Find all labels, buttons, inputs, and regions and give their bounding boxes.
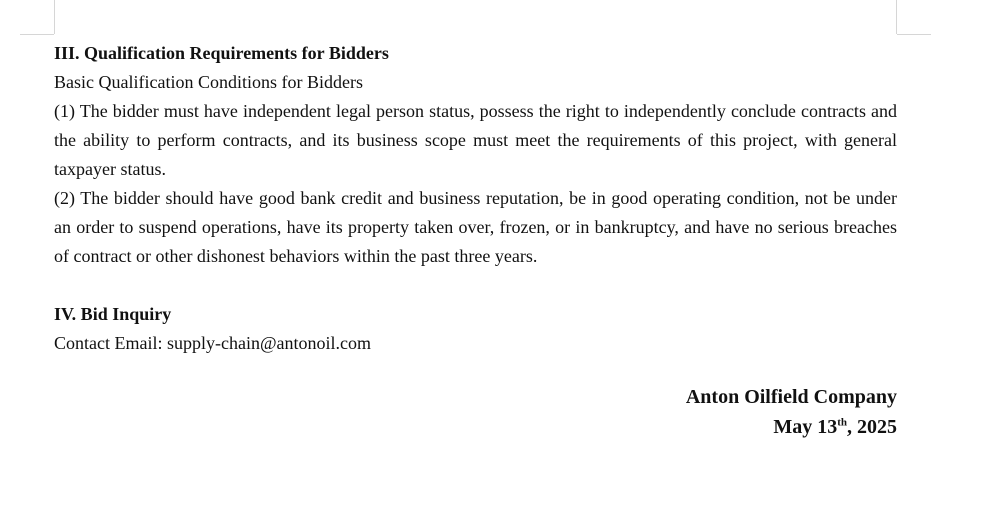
signature-date bbox=[686, 412, 897, 442]
requirement-item-2: (2) The bidder should have good bank credit and business reputation, be in good operating condition, not be under an order to suspend operations, have its property taken over, frozen, or in bankruptcy, and have no serious breaches of contract or other dishonest behaviors within the past three years. bbox=[54, 188, 897, 266]
date-month-day: May 13 bbox=[773, 416, 838, 438]
crop-mark-top-right-horizontal bbox=[897, 34, 931, 35]
date-year: , 2025 bbox=[847, 416, 897, 438]
crop-mark-top-right-vertical bbox=[896, 0, 897, 34]
paragraph-spacer bbox=[54, 271, 897, 300]
document-body bbox=[54, 39, 897, 358]
requirement-item-1: (1) The bidder must have independent legal person status, possess the right to independently conclude contracts and the ability to perform contracts, and its business scope must meet the requirements of this project, with general taxpayer status. bbox=[54, 101, 897, 179]
contact-email: Contact Email: supply-chain@antonoil.com bbox=[54, 333, 372, 353]
section-3-heading: III. Qualification Requirements for Bidders bbox=[54, 43, 389, 63]
crop-mark-top-left-horizontal bbox=[20, 34, 54, 35]
section-3-subtitle: Basic Qualification Conditions for Bidders bbox=[54, 72, 363, 92]
section-4-heading: IV. Bid Inquiry bbox=[54, 304, 172, 324]
date-ordinal-suffix: th bbox=[837, 416, 847, 429]
signature-block bbox=[686, 382, 897, 442]
crop-mark-top-left-vertical bbox=[54, 0, 55, 34]
company-name: Anton Oilfield Company bbox=[685, 386, 897, 408]
